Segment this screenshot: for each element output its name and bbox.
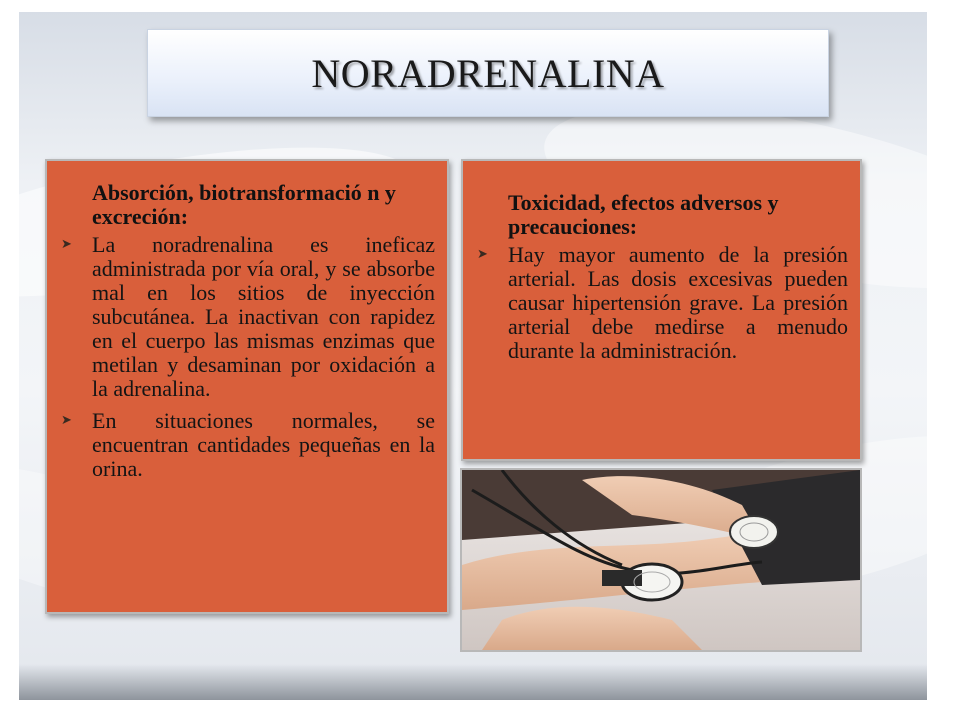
slide-title: NORADRENALINA bbox=[311, 50, 665, 96]
blood-pressure-illustration bbox=[462, 470, 860, 650]
bullet-item bbox=[475, 243, 848, 363]
arrow-bullet-icon: ➤ bbox=[61, 413, 72, 428]
right-panel-heading: Toxicidad, efectos adversos y precauciones: bbox=[508, 190, 779, 239]
title-box bbox=[147, 29, 829, 117]
left-content-panel bbox=[45, 159, 449, 614]
left-panel-heading: Absorción, biotransformació n y excreción: bbox=[92, 180, 396, 229]
bullet-text: La noradrenalina es ineficaz administrada por vía oral, y se absorbe mal en los sitios de inyección subcutánea. La inactivan con rapidez en el cuerpo las mismas enzimas que metilan y desaminan por oxidación a la adrenalina. bbox=[92, 232, 435, 401]
bullet-item bbox=[59, 233, 435, 401]
right-content-panel bbox=[461, 159, 862, 461]
bullet-text: En situaciones normales, se encuentran cantidades pequeñas en la orina. bbox=[92, 408, 435, 481]
bullet-item bbox=[59, 409, 435, 481]
arrow-bullet-icon: ➤ bbox=[477, 247, 488, 262]
blood-pressure-photo bbox=[460, 468, 862, 652]
bullet-text: Hay mayor aumento de la presión arterial. Las dosis excesivas pueden causar hipertensión grave. La presión arterial debe medirse a menudo durante la administración. bbox=[508, 242, 848, 363]
arrow-bullet-icon: ➤ bbox=[61, 237, 72, 252]
